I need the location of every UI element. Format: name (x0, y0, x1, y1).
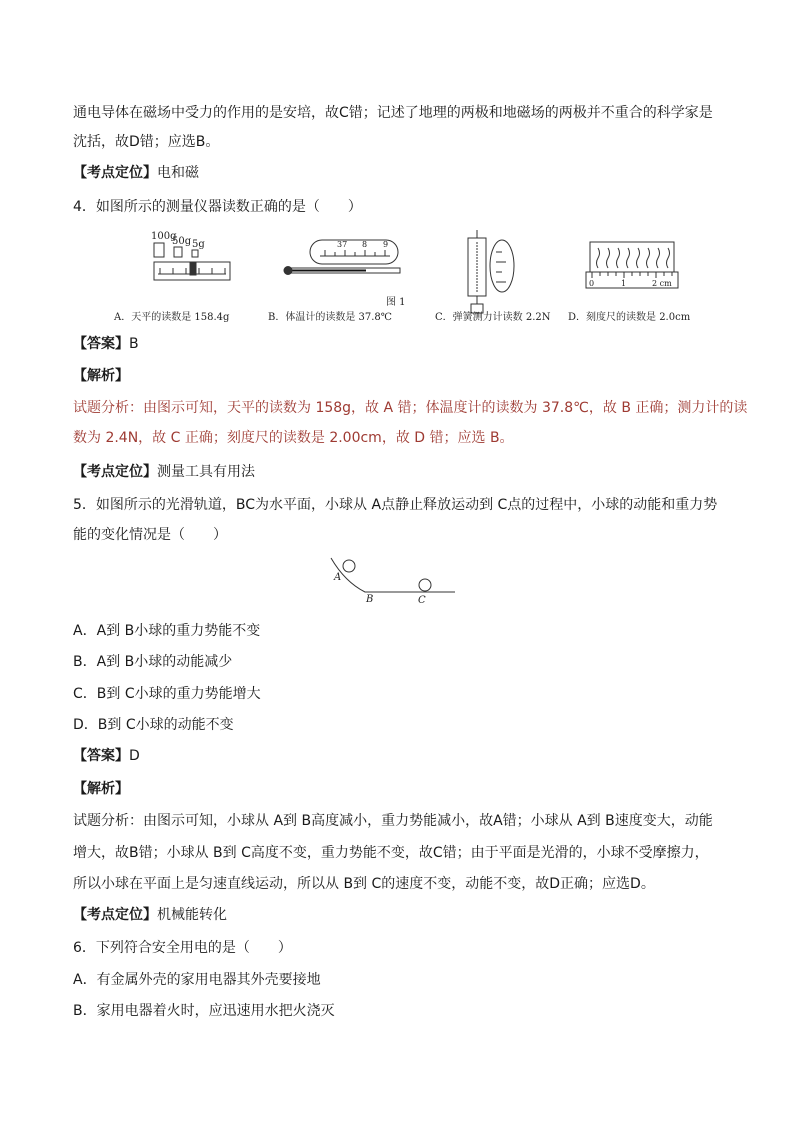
ruler-tick-2cm: 2 cm (652, 279, 672, 288)
q6-option-a: A．有金属外壳的家用电器其外壳要接地 (73, 972, 321, 988)
q5-answer-label: 【答案】 (73, 748, 129, 764)
q5-answer (73, 746, 733, 766)
q5-analysis-line-1: 试题分析：由图示可知，小球从 A到 B高度减小，重力势能减小，故A错；小球从 A到 B速度变大，动能 (73, 813, 713, 829)
q5-kaodian-value: 机械能转化 (157, 907, 227, 923)
q6-option-b: B．家用电器着火时，应迅速用水把火浇灭 (73, 1003, 335, 1019)
q5-option-a: A．A到 B小球的重力势能不变 (73, 623, 261, 639)
prev-solution-line-1: 通电导体在磁场中受力的作用的是安培，故C错；记述了地理的两极和地磁场的两极并不重合的科学家是 (73, 105, 713, 121)
q5-answer-value: D (129, 748, 140, 764)
q4-option-a: A．天平的读数是 158.4g (114, 312, 230, 323)
q5-track-figure (325, 552, 465, 610)
weight-label-50g: 50g (172, 236, 192, 247)
q4-analysis-label: 【解析】 (73, 368, 129, 384)
q5-kaodian-label: 【考点定位】 (73, 907, 157, 923)
q5-analysis-line-3: 所以小球在平面上是匀速直线运动，所以从 B到 C的速度不变，动能不变，故D正确；应选D。 (73, 876, 655, 892)
q5-stem-line-2: 能的变化情况是（ ） (73, 527, 227, 543)
q5-option-b: B．A到 B小球的动能减少 (73, 654, 233, 670)
q4-option-b: B．体温计的读数是 37.8℃ (268, 312, 392, 323)
q4-answer-value: B (129, 336, 139, 352)
balance-scale-bar (154, 262, 230, 280)
track-label-c: C (418, 595, 426, 606)
q5-option-c: C．B到 C小球的重力势能增大 (73, 686, 261, 702)
q4-analysis-line-1: 试题分析：由图示可知，天平的读数为 158g，故 A 错；体温度计的读数为 37.8℃，故 B 正确；测力计的读 (73, 400, 748, 416)
q5-kaodian (73, 905, 733, 925)
prev-kaodian (73, 163, 733, 183)
q5-stem-line-1: 5．如图所示的光滑轨道，BC为水平面，小球从 A点静止释放运动到 C点的过程中，小球的动能和重力势 (73, 497, 718, 513)
q4-answer (73, 334, 733, 354)
weight-label-5g: 5g (192, 239, 205, 250)
q5-option-d: D．B到 C小球的动能不变 (73, 717, 234, 733)
q5-analysis-label: 【解析】 (73, 781, 129, 797)
track-label-b: B (366, 594, 374, 605)
weight-label-100g: 100g (151, 231, 177, 242)
q4-figure-title: 图 1 (386, 297, 406, 308)
q4-kaodian (73, 462, 733, 482)
q6-stem: 6．下列符合安全用电的是（ ） (73, 940, 292, 956)
q4-option-c: C．弹簧测力计读数 2.2N (435, 312, 551, 323)
q5-track-drawing (325, 552, 465, 610)
kaodian-label: 【考点定位】 (73, 165, 157, 181)
q4-figure (114, 228, 700, 328)
q5-analysis-line-2: 增大，故B错；小球从 B到 C高度不变，重力势能不变，故C错；由于平面是光滑的，小球不受摩擦力， (73, 845, 709, 861)
q4-analysis-line-2: 数为 2.4N，故 C 正确；刻度尺的读数是 2.00cm，故 D 错；应选 B。 (73, 430, 514, 446)
prev-solution-line-2: 沈括，故D错；应选B。 (73, 134, 220, 150)
spring-scale (468, 230, 514, 313)
ruler-tick-0: 0 (589, 279, 595, 288)
q4-answer-label: 【答案】 (73, 336, 129, 352)
q4-option-d: D．刻度尺的读数是 2.0cm (568, 312, 691, 323)
thermo-tick-9: 9 (383, 240, 389, 249)
track-label-a: A (334, 572, 342, 583)
kaodian-value: 电和磁 (157, 165, 199, 181)
q4-kaodian-label: 【考点定位】 (73, 464, 157, 480)
q4-kaodian-value: 测量工具有用法 (157, 464, 255, 480)
ruler-tick-1: 1 (621, 279, 627, 288)
q4-stem: 4．如图所示的测量仪器读数正确的是（ ） (73, 199, 362, 215)
thermo-tick-8: 8 (362, 240, 368, 249)
thermo-tick-37: 37 (337, 240, 348, 249)
